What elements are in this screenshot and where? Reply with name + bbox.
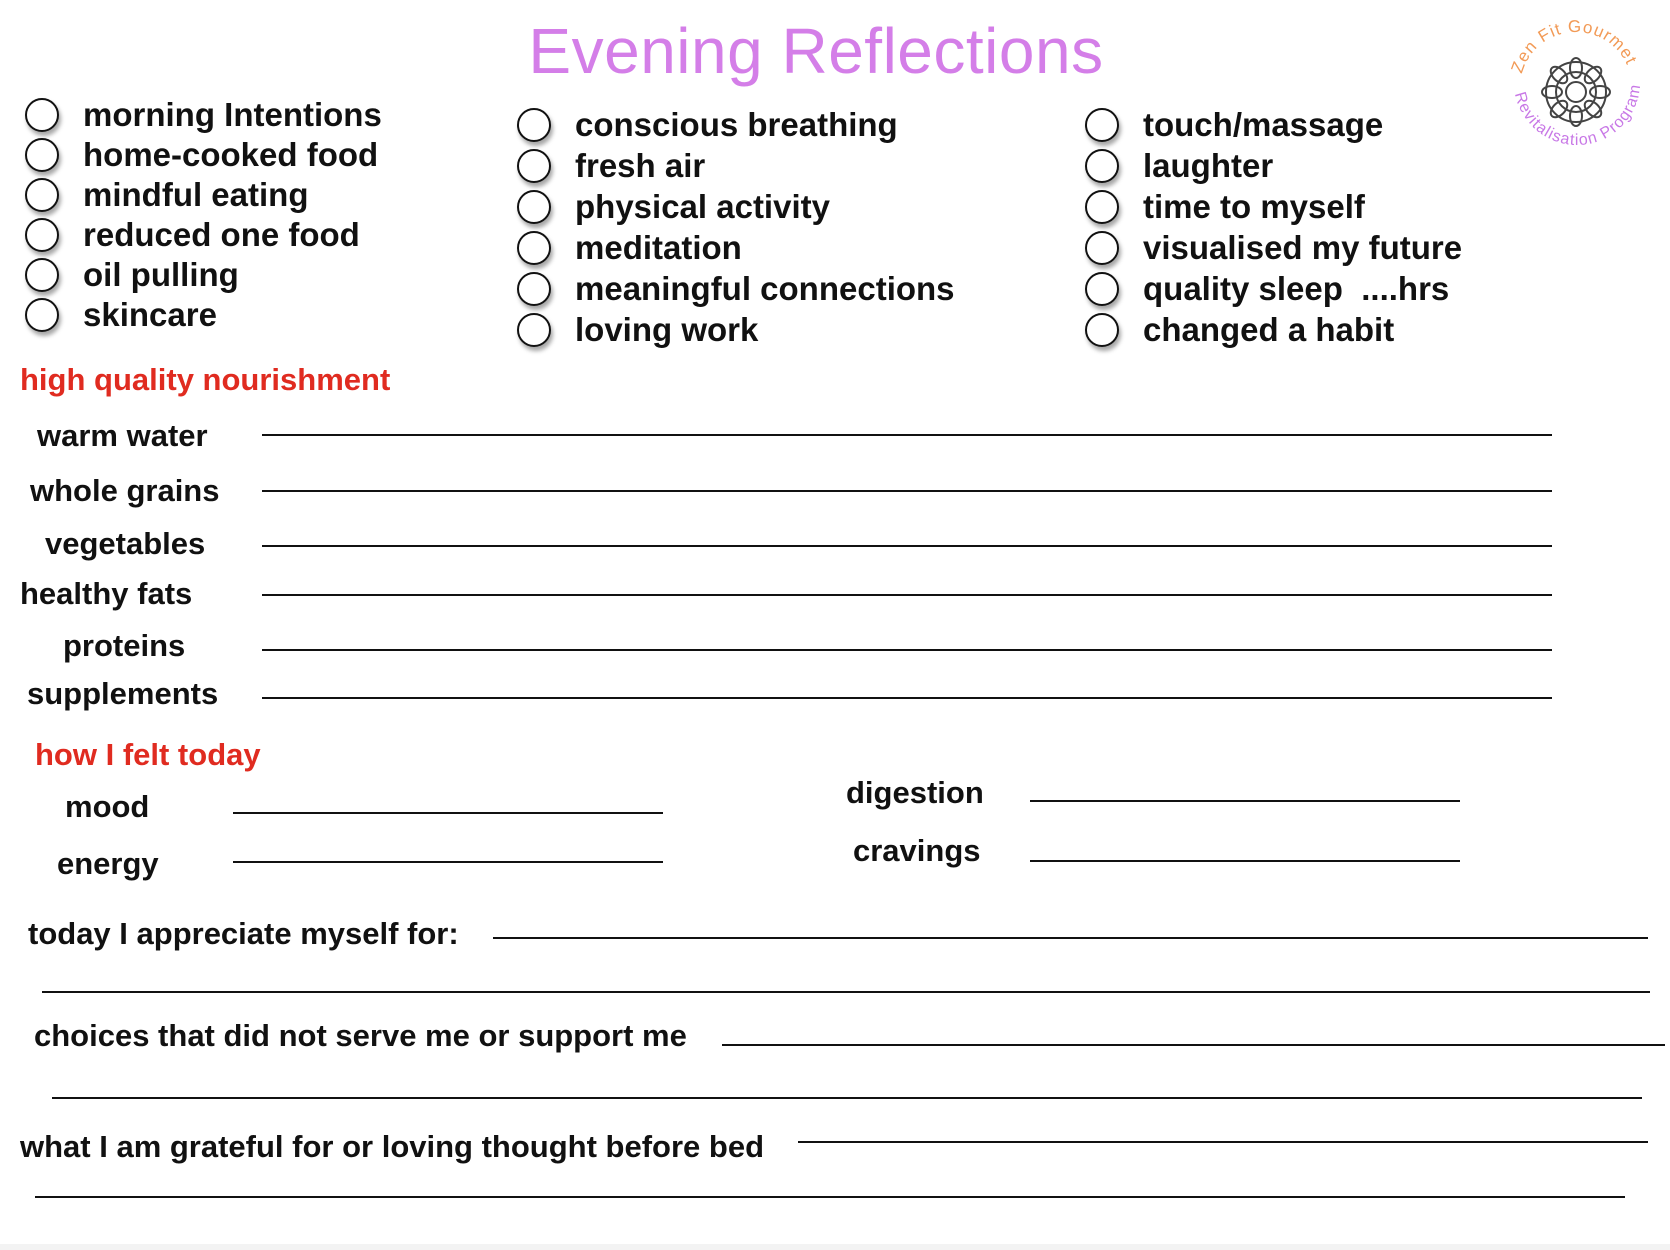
checklist-item[interactable]: [517, 228, 742, 268]
nourishment-label: warm water: [37, 418, 208, 453]
checklist-item[interactable]: [1085, 187, 1365, 227]
checkbox-circle[interactable]: [25, 138, 59, 172]
checklist-label: visualised my future: [1143, 229, 1463, 266]
checklist-item[interactable]: [25, 255, 239, 295]
checklist-label: conscious breathing: [575, 106, 898, 143]
checklist-item[interactable]: [1085, 228, 1462, 268]
checkbox-circle[interactable]: [517, 231, 551, 265]
nourishment-label: healthy fats: [20, 576, 193, 611]
choices-prompt: choices that did not serve me or support me: [34, 1018, 687, 1053]
nourishment-label: proteins: [63, 628, 186, 663]
checkbox-circle[interactable]: [1085, 149, 1119, 183]
checklist-label: meditation: [575, 229, 742, 266]
checklist-label: reduced one food: [83, 216, 360, 253]
checklist-label: quality sleep ....hrs: [1143, 270, 1450, 307]
checkbox-circle[interactable]: [517, 190, 551, 224]
checklist-item[interactable]: [517, 269, 955, 309]
page-title: Evening Reflections: [528, 15, 1104, 87]
checklist-label: skincare: [83, 296, 217, 333]
felt-heading: how I felt today: [35, 737, 261, 772]
grateful-line-2[interactable]: [35, 1196, 1625, 1198]
checklist-item[interactable]: [25, 175, 309, 215]
checklist-label: morning Intentions: [83, 96, 382, 133]
appreciate-line[interactable]: [493, 937, 1648, 939]
checklist-label: loving work: [575, 311, 759, 348]
checklist-item[interactable]: [1085, 105, 1383, 145]
nourishment-label: supplements: [27, 676, 219, 711]
page-bottom-edge: [0, 1244, 1670, 1250]
checklist-label: oil pulling: [83, 256, 239, 293]
checklist-label: fresh air: [575, 147, 706, 184]
appreciate-line-2[interactable]: [42, 991, 1650, 993]
healthy-fats-line[interactable]: [262, 594, 1552, 596]
checklist-item[interactable]: [517, 187, 830, 227]
checklist-item[interactable]: [517, 310, 758, 350]
checklist-label: physical activity: [575, 188, 830, 225]
cravings-line[interactable]: [1030, 860, 1460, 862]
checklist-item[interactable]: [517, 146, 705, 186]
checkbox-circle[interactable]: [1085, 272, 1119, 306]
nourishment-heading: high quality nourishment: [20, 362, 391, 397]
checkbox-circle[interactable]: [1085, 313, 1119, 347]
checklist-label: meaningful connections: [575, 270, 955, 307]
checkbox-circle[interactable]: [1085, 231, 1119, 265]
checklist-item[interactable]: [1085, 310, 1394, 350]
checklist-item[interactable]: [1085, 269, 1449, 309]
nourishment-label: vegetables: [45, 526, 206, 561]
checklist-item[interactable]: [25, 95, 382, 135]
mood-line[interactable]: [233, 812, 663, 814]
mandala-icon: [1542, 58, 1610, 126]
energy-line[interactable]: [233, 861, 663, 863]
whole-grains-line[interactable]: [262, 490, 1552, 492]
felt-label: cravings: [853, 833, 981, 868]
checkbox-circle[interactable]: [25, 178, 59, 212]
nourishment-label: whole grains: [30, 473, 220, 508]
choices-line-2[interactable]: [52, 1097, 1642, 1099]
appreciate-prompt: today I appreciate myself for:: [28, 916, 459, 951]
checkbox-circle[interactable]: [25, 98, 59, 132]
checkbox-circle[interactable]: [1085, 108, 1119, 142]
checklist-item[interactable]: [25, 215, 360, 255]
checklist-label: home-cooked food: [83, 136, 379, 173]
checklist-label: touch/massage: [1143, 106, 1384, 143]
checklist-item[interactable]: [25, 295, 217, 335]
svg-text:Zen Fit Gourmet: [1507, 17, 1641, 75]
checkbox-circle[interactable]: [517, 272, 551, 306]
felt-label: mood: [65, 789, 150, 824]
checkbox-circle[interactable]: [1085, 190, 1119, 224]
checklist-item[interactable]: [25, 135, 378, 175]
grateful-prompt: what I am grateful for or loving thought before bed: [20, 1129, 764, 1164]
svg-text:Revitalisation Program: [1511, 83, 1644, 149]
zen-fit-gourmet-logo: [1500, 12, 1652, 164]
checklist-label: mindful eating: [83, 176, 309, 213]
proteins-line[interactable]: [262, 649, 1552, 651]
checkbox-circle[interactable]: [517, 149, 551, 183]
grateful-line[interactable]: [798, 1141, 1648, 1143]
felt-label: energy: [57, 846, 159, 881]
checklist-label: changed a habit: [1143, 311, 1395, 348]
warm-water-line[interactable]: [262, 434, 1552, 436]
checkbox-circle[interactable]: [25, 258, 59, 292]
logo-text-top: Zen Fit Gourmet: [1507, 16, 1642, 76]
felt-label: digestion: [846, 775, 984, 810]
digestion-line[interactable]: [1030, 800, 1460, 802]
checkbox-circle[interactable]: [25, 298, 59, 332]
choices-line[interactable]: [722, 1044, 1665, 1046]
checklist-label: laughter: [1143, 147, 1274, 184]
checklist-item[interactable]: [517, 105, 898, 145]
checkbox-circle[interactable]: [517, 108, 551, 142]
checkbox-circle[interactable]: [517, 313, 551, 347]
vegetables-line[interactable]: [262, 545, 1552, 547]
checkbox-circle[interactable]: [25, 218, 59, 252]
logo-text-bottom: Revitalisation Program: [1510, 82, 1645, 150]
supplements-line[interactable]: [262, 697, 1552, 699]
checklist-item[interactable]: [1085, 146, 1273, 186]
checklist-label: time to myself: [1143, 188, 1365, 225]
